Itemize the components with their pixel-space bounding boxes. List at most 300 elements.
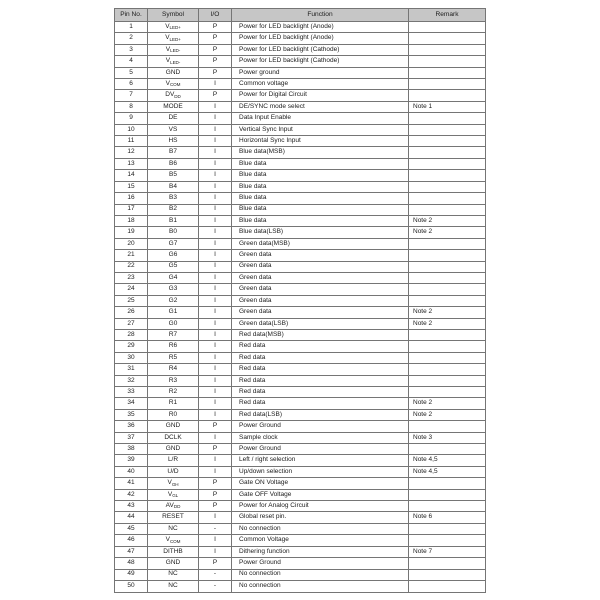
pin-cell: 2: [115, 33, 148, 44]
io-cell: -: [199, 569, 232, 580]
symbol-cell: GND: [148, 67, 199, 78]
symbol-cell: R6: [148, 341, 199, 352]
table-row: [115, 170, 486, 181]
remark-cell: [409, 364, 486, 375]
function-cell: Sample clock: [232, 432, 409, 443]
function-cell: Blue data(LSB): [232, 227, 409, 238]
function-cell: Power ground: [232, 67, 409, 78]
pin-cell: 22: [115, 261, 148, 272]
remark-cell: [409, 44, 486, 55]
table-row: [115, 284, 486, 295]
pin-cell: 14: [115, 170, 148, 181]
table-row: [115, 193, 486, 204]
column-header-pin-no: Pin No.: [115, 9, 148, 22]
symbol-cell: VS: [148, 124, 199, 135]
remark-cell: Note 4,5: [409, 466, 486, 477]
symbol-cell: G2: [148, 295, 199, 306]
remark-cell: [409, 375, 486, 386]
function-cell: Power for LED backlight (Anode): [232, 22, 409, 33]
pin-cell: 41: [115, 478, 148, 489]
symbol-cell: B3: [148, 193, 199, 204]
remark-cell: [409, 272, 486, 283]
pin-cell: 28: [115, 329, 148, 340]
remark-cell: [409, 523, 486, 534]
table-row: [115, 56, 486, 67]
remark-cell: [409, 352, 486, 363]
symbol-cell: U/D: [148, 466, 199, 477]
symbol-cell: B5: [148, 170, 199, 181]
table-row: [115, 124, 486, 135]
function-cell: Red data: [232, 375, 409, 386]
function-cell: No connection: [232, 523, 409, 534]
symbol-cell: R3: [148, 375, 199, 386]
table-row: [115, 535, 486, 546]
io-cell: I: [199, 101, 232, 112]
symbol-cell: $V_{LED-}$: [148, 44, 199, 55]
remark-cell: [409, 478, 486, 489]
io-cell: I: [199, 227, 232, 238]
remark-cell: [409, 444, 486, 455]
symbol-subscript: LED-: [170, 48, 181, 54]
pin-cell: 38: [115, 444, 148, 455]
table-row: [115, 352, 486, 363]
symbol-cell: DITHB: [148, 546, 199, 557]
symbol-cell: G3: [148, 284, 199, 295]
function-cell: Gate ON Voltage: [232, 478, 409, 489]
table-row: [115, 22, 486, 33]
symbol-cell: $V_{LED+}$: [148, 33, 199, 44]
symbol-cell: NC: [148, 569, 199, 580]
pin-cell: 44: [115, 512, 148, 523]
table-row: [115, 501, 486, 512]
io-cell: I: [199, 455, 232, 466]
symbol-cell: $V_{LED-}$: [148, 56, 199, 67]
pin-cell: 31: [115, 364, 148, 375]
table-header: [115, 9, 486, 22]
io-cell: I: [199, 512, 232, 523]
symbol-cell: R2: [148, 387, 199, 398]
table-row: [115, 387, 486, 398]
symbol-cell: G6: [148, 250, 199, 261]
function-cell: Power for Digital Circuit: [232, 90, 409, 101]
symbol-subscript: COM: [169, 82, 181, 88]
table-row: [115, 432, 486, 443]
symbol-subscript: DD: [173, 504, 181, 510]
io-cell: I: [199, 250, 232, 261]
symbol-cell: $V_{GH}$: [148, 478, 199, 489]
symbol-subscript: COM: [169, 538, 181, 544]
function-cell: Red data: [232, 387, 409, 398]
table-row: [115, 455, 486, 466]
symbol-cell: $DV_{DD}$: [148, 90, 199, 101]
function-cell: Red data: [232, 352, 409, 363]
table-row: [115, 227, 486, 238]
remark-cell: Note 2: [409, 307, 486, 318]
symbol-cell: G1: [148, 307, 199, 318]
remark-cell: [409, 147, 486, 158]
io-cell: P: [199, 558, 232, 569]
pin-cell: 16: [115, 193, 148, 204]
function-cell: Power for Analog Circuit: [232, 501, 409, 512]
table-row: [115, 558, 486, 569]
function-cell: Blue data: [232, 193, 409, 204]
table-row: [115, 375, 486, 386]
io-cell: -: [199, 580, 232, 592]
table-row: [115, 158, 486, 169]
io-cell: I: [199, 158, 232, 169]
remark-cell: [409, 136, 486, 147]
remark-cell: [409, 238, 486, 249]
pin-cell: 36: [115, 421, 148, 432]
io-cell: I: [199, 181, 232, 192]
remark-cell: [409, 569, 486, 580]
pin-cell: 20: [115, 238, 148, 249]
table-row: [115, 90, 486, 101]
function-cell: Green data: [232, 261, 409, 272]
remark-cell: [409, 250, 486, 261]
remark-cell: [409, 501, 486, 512]
header-row: [115, 9, 486, 22]
io-cell: I: [199, 535, 232, 546]
column-header-function: Function: [232, 9, 409, 22]
function-cell: Dithering function: [232, 546, 409, 557]
function-cell: Global reset pin.: [232, 512, 409, 523]
table-row: [115, 261, 486, 272]
table-row: [115, 79, 486, 90]
io-cell: I: [199, 170, 232, 181]
io-cell: I: [199, 387, 232, 398]
pin-cell: 10: [115, 124, 148, 135]
symbol-cell: B7: [148, 147, 199, 158]
pin-cell: 6: [115, 79, 148, 90]
symbol-cell: $V_{GL}$: [148, 489, 199, 500]
remark-cell: [409, 421, 486, 432]
pin-cell: 13: [115, 158, 148, 169]
pin-cell: 29: [115, 341, 148, 352]
remark-cell: [409, 158, 486, 169]
pin-cell: 46: [115, 535, 148, 546]
io-cell: I: [199, 432, 232, 443]
function-cell: Horizontal Sync Input: [232, 136, 409, 147]
symbol-cell: L/R: [148, 455, 199, 466]
symbol-subscript: GL: [172, 493, 179, 498]
remark-cell: [409, 387, 486, 398]
symbol-cell: G4: [148, 272, 199, 283]
symbol-cell: $V_{COM}$: [148, 535, 199, 546]
table-row: [115, 398, 486, 409]
function-cell: Power for LED backlight (Cathode): [232, 56, 409, 67]
remark-cell: Note 1: [409, 101, 486, 112]
remark-cell: [409, 204, 486, 215]
symbol-subscript: DD: [174, 93, 181, 99]
table-row: [115, 489, 486, 500]
io-cell: I: [199, 124, 232, 135]
symbol-cell: RESET: [148, 512, 199, 523]
function-cell: Power Ground: [232, 558, 409, 569]
remark-cell: Note 6: [409, 512, 486, 523]
table-row: [115, 409, 486, 420]
remark-cell: [409, 22, 486, 33]
remark-cell: Note 2: [409, 318, 486, 329]
remark-cell: Note 7: [409, 546, 486, 557]
symbol-cell: GND: [148, 558, 199, 569]
function-cell: Power Ground: [232, 421, 409, 432]
symbol-cell: G5: [148, 261, 199, 272]
function-cell: Blue data: [232, 204, 409, 215]
table-row: [115, 523, 486, 534]
remark-cell: Note 2: [409, 398, 486, 409]
symbol-cell: $AV_{DD}$: [148, 501, 199, 512]
function-cell: Blue data: [232, 158, 409, 169]
pin-cell: 17: [115, 204, 148, 215]
pin-cell: 32: [115, 375, 148, 386]
io-cell: I: [199, 352, 232, 363]
remark-cell: [409, 181, 486, 192]
symbol-cell: R4: [148, 364, 199, 375]
pin-cell: 37: [115, 432, 148, 443]
symbol-cell: R1: [148, 398, 199, 409]
table-row: [115, 421, 486, 432]
io-cell: P: [199, 90, 232, 101]
symbol-cell: $V_{COM}$: [148, 79, 199, 90]
symbol-cell: GND: [148, 421, 199, 432]
function-cell: Blue data: [232, 181, 409, 192]
io-cell: -: [199, 523, 232, 534]
symbol-cell: B4: [148, 181, 199, 192]
symbol-cell: NC: [148, 523, 199, 534]
io-cell: P: [199, 44, 232, 55]
io-cell: P: [199, 478, 232, 489]
io-cell: I: [199, 272, 232, 283]
table-row: [115, 444, 486, 455]
io-cell: I: [199, 193, 232, 204]
pin-cell: 35: [115, 409, 148, 420]
function-cell: Green data: [232, 284, 409, 295]
symbol-cell: GND: [148, 444, 199, 455]
table-row: [115, 67, 486, 78]
remark-cell: Note 2: [409, 215, 486, 226]
table-body: [115, 22, 486, 593]
symbol-cell: $V_{LED+}$: [148, 22, 199, 33]
function-cell: Green data(LSB): [232, 318, 409, 329]
function-cell: Common Voltage: [232, 535, 409, 546]
symbol-cell: B2: [148, 204, 199, 215]
table-row: [115, 546, 486, 557]
column-header-remark: Remark: [409, 9, 486, 22]
pin-cell: 48: [115, 558, 148, 569]
io-cell: P: [199, 22, 232, 33]
function-cell: Red data(MSB): [232, 329, 409, 340]
pin-cell: 45: [115, 523, 148, 534]
function-cell: Blue data: [232, 215, 409, 226]
io-cell: I: [199, 295, 232, 306]
function-cell: No connection: [232, 569, 409, 580]
remark-cell: [409, 261, 486, 272]
table-row: [115, 512, 486, 523]
symbol-cell: B1: [148, 215, 199, 226]
function-cell: Red data: [232, 364, 409, 375]
symbol-subscript: GH: [171, 481, 179, 487]
pin-cell: 12: [115, 147, 148, 158]
pin-cell: 30: [115, 352, 148, 363]
io-cell: P: [199, 33, 232, 44]
function-cell: Green data: [232, 272, 409, 283]
function-cell: Blue data(MSB): [232, 147, 409, 158]
function-cell: Green data(MSB): [232, 238, 409, 249]
io-cell: P: [199, 489, 232, 500]
io-cell: I: [199, 398, 232, 409]
io-cell: I: [199, 204, 232, 215]
symbol-cell: G7: [148, 238, 199, 249]
io-cell: I: [199, 409, 232, 420]
pin-cell: 8: [115, 101, 148, 112]
io-cell: P: [199, 56, 232, 67]
pin-cell: 25: [115, 295, 148, 306]
remark-cell: Note 3: [409, 432, 486, 443]
table-row: [115, 478, 486, 489]
pin-cell: 18: [115, 215, 148, 226]
io-cell: I: [199, 147, 232, 158]
function-cell: No connection: [232, 580, 409, 592]
symbol-subscript: LED+: [169, 36, 181, 42]
pin-assignment-table: [114, 8, 486, 593]
pin-cell: 1: [115, 22, 148, 33]
remark-cell: [409, 329, 486, 340]
pin-cell: 49: [115, 569, 148, 580]
table-row: [115, 238, 486, 249]
table-row: [115, 181, 486, 192]
pin-cell: 34: [115, 398, 148, 409]
symbol-subscript: LED+: [169, 25, 181, 31]
pin-cell: 47: [115, 546, 148, 557]
remark-cell: [409, 170, 486, 181]
symbol-cell: B6: [148, 158, 199, 169]
remark-cell: [409, 295, 486, 306]
pin-cell: 40: [115, 466, 148, 477]
function-cell: Power Ground: [232, 444, 409, 455]
function-cell: Green data: [232, 250, 409, 261]
function-cell: Common voltage: [232, 79, 409, 90]
pin-cell: 19: [115, 227, 148, 238]
io-cell: I: [199, 284, 232, 295]
io-cell: I: [199, 136, 232, 147]
table-row: [115, 113, 486, 124]
io-cell: I: [199, 318, 232, 329]
pin-cell: 11: [115, 136, 148, 147]
function-cell: Gate OFF Voltage: [232, 489, 409, 500]
remark-cell: [409, 341, 486, 352]
io-cell: P: [199, 421, 232, 432]
pin-cell: 27: [115, 318, 148, 329]
pin-cell: 24: [115, 284, 148, 295]
table-row: [115, 318, 486, 329]
io-cell: I: [199, 329, 232, 340]
remark-cell: [409, 284, 486, 295]
symbol-cell: R7: [148, 329, 199, 340]
table-row: [115, 307, 486, 318]
symbol-cell: R5: [148, 352, 199, 363]
io-cell: I: [199, 261, 232, 272]
pin-cell: 33: [115, 387, 148, 398]
table-row: [115, 341, 486, 352]
io-cell: I: [199, 215, 232, 226]
table-row: [115, 33, 486, 44]
pin-cell: 23: [115, 272, 148, 283]
io-cell: I: [199, 238, 232, 249]
pin-cell: 42: [115, 489, 148, 500]
pin-cell: 50: [115, 580, 148, 592]
table-row: [115, 44, 486, 55]
column-header-io: I/O: [199, 9, 232, 22]
pin-cell: 3: [115, 44, 148, 55]
column-header-symbol: Symbol: [148, 9, 199, 22]
table-row: [115, 569, 486, 580]
symbol-cell: G0: [148, 318, 199, 329]
function-cell: Vertical Sync Input: [232, 124, 409, 135]
pin-cell: 39: [115, 455, 148, 466]
io-cell: I: [199, 375, 232, 386]
io-cell: P: [199, 67, 232, 78]
remark-cell: [409, 67, 486, 78]
table-row: [115, 250, 486, 261]
function-cell: Green data: [232, 295, 409, 306]
table-row: [115, 136, 486, 147]
function-cell: Red data: [232, 398, 409, 409]
symbol-cell: DE: [148, 113, 199, 124]
io-cell: I: [199, 341, 232, 352]
remark-cell: [409, 124, 486, 135]
remark-cell: Note 2: [409, 409, 486, 420]
io-cell: P: [199, 444, 232, 455]
remark-cell: [409, 56, 486, 67]
remark-cell: [409, 79, 486, 90]
table-row: [115, 295, 486, 306]
function-cell: Up/down selection: [232, 466, 409, 477]
table-row: [115, 329, 486, 340]
function-cell: Blue data: [232, 170, 409, 181]
remark-cell: [409, 558, 486, 569]
pin-cell: 26: [115, 307, 148, 318]
table-row: [115, 364, 486, 375]
symbol-cell: B0: [148, 227, 199, 238]
function-cell: Red data: [232, 341, 409, 352]
remark-cell: [409, 90, 486, 101]
function-cell: Power for LED backlight (Cathode): [232, 44, 409, 55]
symbol-cell: DCLK: [148, 432, 199, 443]
symbol-cell: MODE: [148, 101, 199, 112]
function-cell: Data Input Enable: [232, 113, 409, 124]
function-cell: Green data: [232, 307, 409, 318]
table-row: [115, 272, 486, 283]
table-row: [115, 466, 486, 477]
table-row: [115, 147, 486, 158]
function-cell: Red data(LSB): [232, 409, 409, 420]
io-cell: I: [199, 79, 232, 90]
io-cell: I: [199, 364, 232, 375]
remark-cell: [409, 489, 486, 500]
pin-cell: 5: [115, 67, 148, 78]
remark-cell: [409, 193, 486, 204]
table-row: [115, 204, 486, 215]
symbol-cell: NC: [148, 580, 199, 592]
table-row: [115, 101, 486, 112]
function-cell: Power for LED backlight (Anode): [232, 33, 409, 44]
io-cell: I: [199, 113, 232, 124]
symbol-subscript: LED-: [170, 59, 181, 65]
remark-cell: [409, 113, 486, 124]
pin-cell: 43: [115, 501, 148, 512]
remark-cell: Note 4,5: [409, 455, 486, 466]
